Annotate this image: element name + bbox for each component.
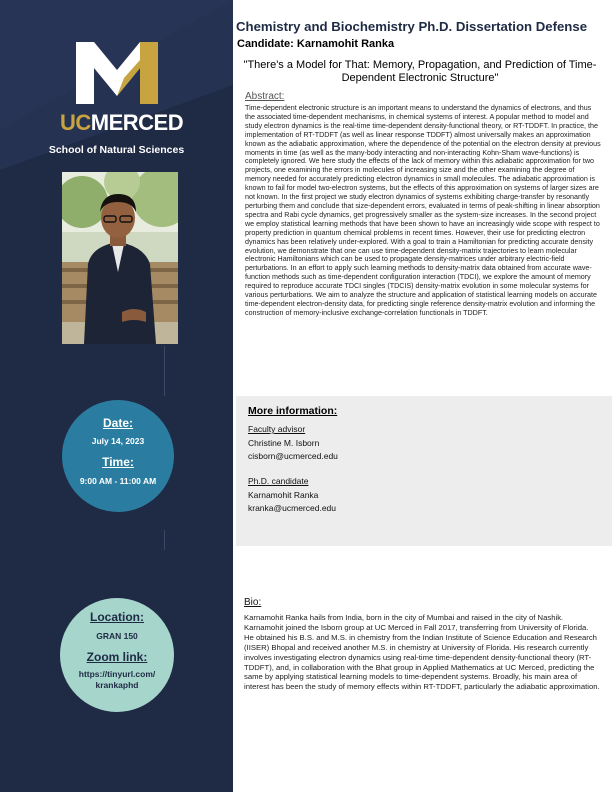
bio-text: Karnamohit Ranka hails from India, born in the city of Mumbai and raised in the city of Nashik. Karnamohit joined the Isborn group at UC Merced in Fall 2017, transferring from University of Florida. He obtained his B.S. and M.S. in chemistry from the Indian Institute of Science Education and Research (IISER) Bhopal and received another M.S. in chemistry at University of Florida. His research currently involves investigating electron dynamics using real-time time-dependent density-functional theory (RT-TDDFT), and, in collaboration with the Bhat group in Applied Mathematics at UC Merced, predicting the same by applying statistical learning models to time-dependent systems. Broadly, his main area of interest has been the study of memory effects within RT-TDDFT, particularly the adiabatic approximation.: [244, 613, 600, 692]
more-info-heading: More information:: [248, 405, 338, 417]
candidate-heading: Candidate: Karnamohit Ranka: [237, 38, 395, 50]
zoom-link-line1[interactable]: https://tinyurl.com/: [78, 669, 156, 679]
bio-label: Bio:: [244, 597, 262, 608]
ucmerced-wordmark: [60, 110, 184, 136]
sidebar: [0, 0, 233, 792]
date-time-circle: [62, 400, 174, 512]
more-info-box: [236, 396, 612, 546]
divider-line-2: [164, 530, 165, 550]
advisor-name: Christine M. Isborn: [248, 438, 320, 448]
page-title: Chemistry and Biochemistry Ph.D. Dissertation Defense: [236, 19, 588, 34]
advisor-label: Faculty advisor: [248, 424, 306, 434]
abstract-label: Abstract:: [245, 91, 285, 102]
location-value: GRAN 150: [96, 631, 138, 641]
thesis-title: "There's a Model for That: Memory, Propagation, and Prediction of Time-Dependent Electronic Structure": [243, 59, 597, 84]
date-value: July 14, 2023: [91, 436, 145, 446]
candidate-email[interactable]: kranka@ucmerced.edu: [248, 503, 337, 513]
wordmark-merced: MERCED: [90, 110, 184, 135]
zoom-label: Zoom link:: [86, 650, 148, 664]
candidate-name: Karnamohit Ranka: [248, 490, 319, 500]
location-label: Location:: [90, 610, 144, 624]
candidate-label: Ph.D. candidate: [248, 476, 309, 486]
date-label: Date:: [102, 416, 133, 430]
abstract-text: Time-dependent electronic structure is an important means to understand the dynamics of electrons, and thus the associated time-dependent mechanisms, in chemical systems of interest. A popular method to model and study electron dynamics is the real-time time-dependent density-functional theory, or RT-TDDFT. In practice, the implementation of RT-TDDFT (as well as linear response TDDFT) almost universally makes an approximation known as the adiabatic approximation, where the dependence of the potential on the electron density at previous moments in time (as well as the many-body interacting and non-interacting Kohn-Sham wave-functions) is completely ignored. We here study the effects of the lack of memory within this adiabatic approximation for two projects, one examining the errors in molecules of increasing size and the other examining the degree of memory needed for accurately predicting electron dynamics in small molecules. The adiabatic approximation is known to fail for model two-electron systems, but the effects of this approximation on systems of larger sizes are not known. In the first project we study electron dynamics of systems exhibiting charge-transfer by resonantly perturbing them and conclude that size-dependent errors, evaluated in terms of peak-shifting in linear absorption spectra and Rabi cycle dynamics, get progressively smaller as the system-size increases. In the second project we employ statistical learning methods that have been shown to have an increasingly wide scope with respect to property prediction in quantum chemical problems in recent times. However, their use for predicting electron dynamics has been relatively under-explored. With a goal to train a Hamiltonian for predicting accurate density evolution, we demonstrate that one can use time-dependent density-matrix trajectories to learn molecular electronic Hamiltonians which can be used to propagate density-matrices under arbitrary electric-field perturbations. In an effort to apply such learning methods to density-matrix data obtained from accurate wave-function methods such as time-dependent configuration interaction (TDCI), we explore the amount of memory required to reproduce accurate TDCI singles (TDCIS) density-matrix evolution in some molecular systems for various perturbations. We aim to analyze the structure and application of statistical learning models on accurate time-dependent electron-density data, for predicting single reference density-matrix evolution and informing the construction of memory-inclusive exchange-correlation functionals in TDDFT.: [245, 104, 601, 317]
zoom-link-line2[interactable]: krankaphd: [95, 680, 139, 690]
advisor-email[interactable]: cisborn@ucmerced.edu: [248, 451, 338, 461]
school-name: School of Natural Sciences: [48, 144, 185, 156]
location-circle: [60, 598, 174, 712]
time-value: 9:00 AM - 11:00 AM: [79, 476, 157, 486]
divider-line-1: [164, 346, 165, 396]
uc-merced-m-logo: [74, 40, 160, 106]
time-label: Time:: [102, 455, 134, 469]
wordmark-uc: UC: [60, 110, 91, 135]
candidate-photo: [62, 172, 178, 344]
